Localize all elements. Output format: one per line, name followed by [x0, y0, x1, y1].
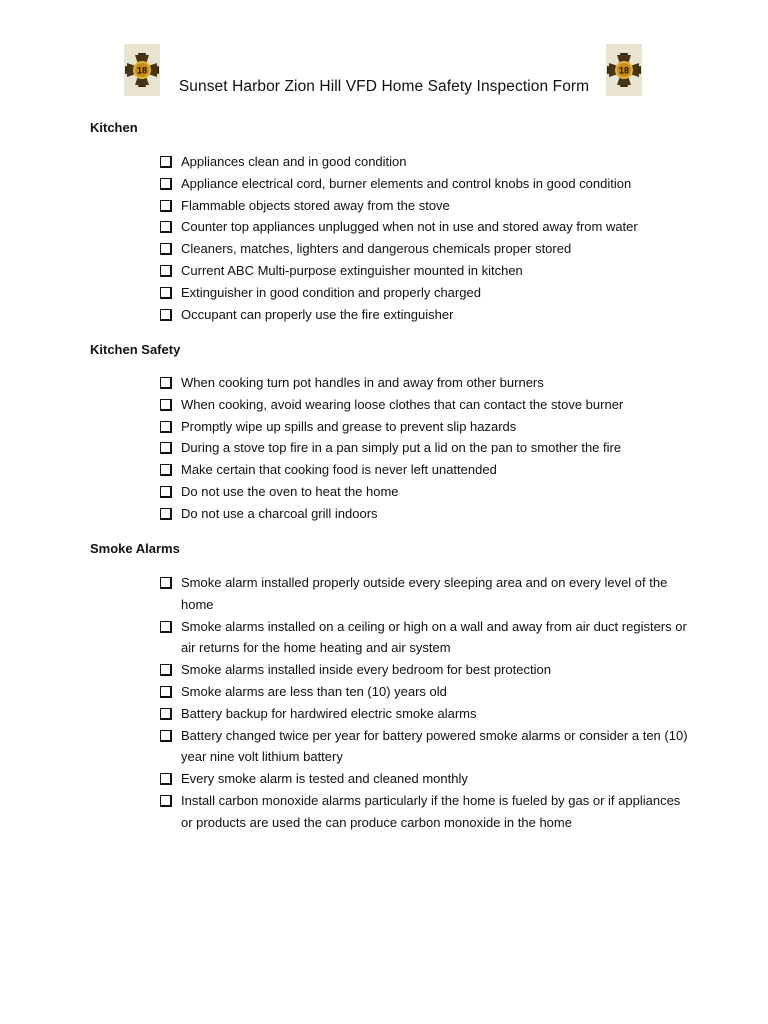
checkbox[interactable] [160, 287, 172, 299]
checkbox[interactable] [160, 795, 172, 807]
checklist-item-label: Cleaners, matches, lighters and dangerous chemicals proper stored [181, 241, 572, 257]
checklist-item[interactable] [160, 725, 690, 769]
checkbox[interactable] [160, 399, 172, 411]
checklist-item[interactable] [160, 503, 690, 525]
checkbox[interactable] [160, 243, 172, 255]
checklist-item-label: Flammable objects stored away from the stove [181, 197, 450, 213]
checklist-item[interactable] [160, 790, 690, 834]
checklist-item-label: Every smoke alarm is tested and cleaned monthly [181, 771, 468, 787]
checkbox[interactable] [160, 686, 172, 698]
checklist-item[interactable] [160, 260, 690, 282]
checklist-item-label: Current ABC Multi-purpose extinguisher mounted in kitchen [181, 262, 523, 278]
checkbox[interactable] [160, 265, 172, 277]
checklist-item[interactable] [160, 238, 690, 260]
checklist-item[interactable] [160, 481, 690, 503]
checkbox[interactable] [160, 178, 172, 190]
checklist-item[interactable] [160, 572, 690, 616]
svg-text:18: 18 [618, 65, 630, 76]
checklist-item[interactable] [160, 216, 690, 238]
checklist-kitchen-safety [160, 372, 690, 525]
checkbox[interactable] [160, 442, 172, 454]
checklist-item[interactable] [160, 151, 690, 173]
checklist-item[interactable] [160, 681, 690, 703]
checkbox[interactable] [160, 377, 172, 389]
checklist-item-label: Counter top appliances unplugged when not in use and stored away from water [181, 219, 638, 235]
checklist-item[interactable] [160, 282, 690, 304]
checklist-item[interactable] [160, 768, 690, 790]
checkbox[interactable] [160, 708, 172, 720]
checklist-item-label: Battery changed twice per year for battery powered smoke alarms or consider a ten (10) year nine volt lithium battery [181, 727, 688, 765]
checklist-item[interactable] [160, 195, 690, 217]
checklist-item-label: Extinguisher in good condition and properly charged [181, 284, 481, 300]
checklist-item-label: Smoke alarms installed on a ceiling or high on a wall and away from air duct registers or air returns for the home heating and air system [181, 618, 687, 656]
checklist-item[interactable] [160, 394, 690, 416]
checklist-item[interactable] [160, 703, 690, 725]
checklist-item-label: Smoke alarms installed inside every bedroom for best protection [181, 662, 551, 678]
checkbox[interactable] [160, 577, 172, 589]
checkbox[interactable] [160, 309, 172, 321]
checklist-item-label: Smoke alarms are less than ten (10) years old [181, 683, 447, 699]
checkbox[interactable] [160, 664, 172, 676]
checklist-item-label: When cooking, avoid wearing loose clothes that can contact the stove burner [181, 396, 624, 412]
checklist-item-label: Smoke alarm installed properly outside every sleeping area and on every level of the home [181, 575, 668, 612]
checklist-item[interactable] [160, 437, 690, 459]
checklist-item-label: Install carbon monoxide alarms particularly if the home is fueled by gas or if appliances or products are used the can produce carbon monoxide in the home [181, 792, 681, 830]
checkbox[interactable] [160, 200, 172, 212]
checkbox[interactable] [160, 508, 172, 520]
svg-text:18: 18 [136, 65, 148, 76]
checklist-item-label: Battery backup for hardwired electric smoke alarms [181, 705, 477, 721]
checklist-item-label: When cooking turn pot handles in and away from other burners [181, 375, 544, 390]
section-heading-kitchen: Kitchen [90, 120, 138, 135]
checklist-item-label: Occupant can properly use the fire extinguisher [181, 306, 454, 322]
section-heading-smoke-alarms: Smoke Alarms [90, 541, 180, 556]
form-header [0, 40, 768, 102]
checklist-smoke-alarms [160, 572, 690, 834]
checkbox[interactable] [160, 156, 172, 168]
checklist-item[interactable] [160, 659, 690, 681]
checklist-item-label: Do not use a charcoal grill indoors [181, 505, 378, 521]
checklist-item-label: Do not use the oven to heat the home [181, 483, 399, 499]
checkbox[interactable] [160, 486, 172, 498]
checklist-item-label: Appliances clean and in good condition [181, 154, 407, 169]
checklist-item[interactable] [160, 304, 690, 326]
fire-department-badge-icon [606, 44, 642, 96]
checklist-item-label: Appliance electrical cord, burner elements and control knobs in good condition [181, 175, 632, 191]
checklist-item[interactable] [160, 459, 690, 481]
checkbox[interactable] [160, 773, 172, 785]
checkbox[interactable] [160, 421, 172, 433]
section-heading-kitchen-safety: Kitchen Safety [90, 342, 181, 357]
checklist-item-label: Promptly wipe up spills and grease to prevent slip hazards [181, 418, 517, 434]
checklist-kitchen [160, 151, 690, 325]
checklist-item[interactable] [160, 372, 690, 394]
checkbox[interactable] [160, 621, 172, 633]
checklist-item-label: During a stove top fire in a pan simply put a lid on the pan to smother the fire [181, 440, 622, 456]
checklist-item-label: Make certain that cooking food is never left unattended [181, 462, 497, 478]
checkbox[interactable] [160, 221, 172, 233]
checklist-item[interactable] [160, 173, 690, 195]
checklist-item[interactable] [160, 616, 690, 660]
checklist-item[interactable] [160, 416, 690, 438]
checkbox[interactable] [160, 464, 172, 476]
checkbox[interactable] [160, 730, 172, 742]
maltese-cross-badge-icon [606, 44, 642, 96]
form-title: Sunset Harbor Zion Hill VFD Home Safety Inspection Form [178, 78, 590, 95]
